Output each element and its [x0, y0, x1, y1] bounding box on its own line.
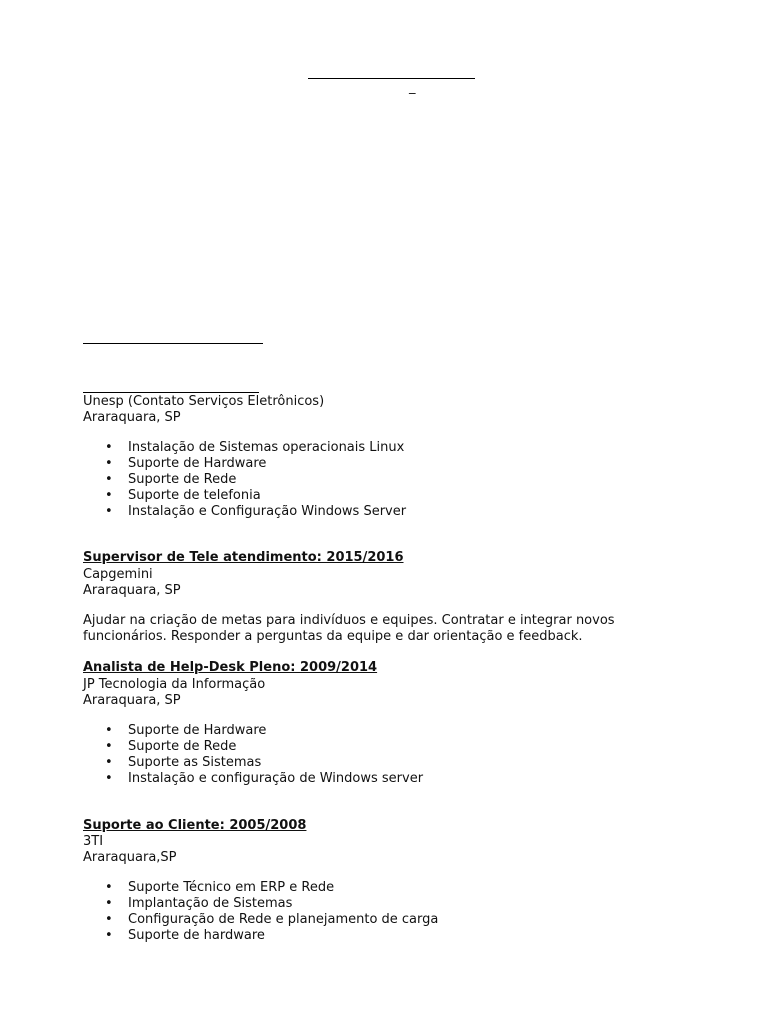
list-item: • Instalação e configuração de Windows server: [83, 771, 423, 787]
job-3-bullet-list: [83, 723, 423, 787]
job-3-company: JP Tecnologia da Informação: [83, 677, 266, 692]
job-4-location: Araraquara,SP: [83, 850, 177, 865]
list-item: • Implantação de Sistemas: [83, 896, 438, 912]
job-2-location: Araraquara, SP: [83, 583, 181, 598]
job-3-location: Araraquara, SP: [83, 693, 181, 708]
list-item: • Suporte de Rede: [83, 739, 423, 755]
job-1-company: Unesp (Contato Serviços Eletrônicos): [83, 394, 325, 409]
header-dash: _: [409, 80, 416, 95]
job-1-location: Araraquara, SP: [83, 410, 181, 425]
list-item: • Suporte Técnico em ERP e Rede: [83, 880, 438, 896]
list-item: • Instalação de Sistemas operacionais Linux: [83, 440, 406, 456]
list-item: • Suporte de telefonia: [83, 488, 406, 504]
job-1-bullet-list: [83, 440, 406, 520]
list-item: • Suporte de Hardware: [83, 456, 406, 472]
job-4-bullet-list: [83, 880, 438, 944]
list-item: • Suporte de hardware: [83, 928, 438, 944]
section-rule: [83, 343, 263, 344]
list-item: • Instalação e Configuração Windows Server: [83, 504, 406, 520]
job-4-company: 3TI: [83, 834, 104, 849]
list-item: • Configuração de Rede e planejamento de carga: [83, 912, 438, 928]
job-3-title: Analista de Help-Desk Pleno: 2009/2014: [83, 660, 378, 675]
job-2-title: Supervisor de Tele atendimento: 2015/2016: [83, 550, 404, 565]
job-2-company: Capgemini: [83, 567, 153, 582]
list-item: • Suporte as Sistemas: [83, 755, 423, 771]
header-rule: [308, 78, 475, 79]
list-item: • Suporte de Rede: [83, 472, 406, 488]
list-item: • Suporte de Hardware: [83, 723, 423, 739]
job-4-title: Suporte ao Cliente: 2005/2008: [83, 818, 307, 833]
job-title-rule: [83, 392, 259, 393]
job-2-description: Ajudar na criação de metas para indivíduos e equipes. Contratar e integrar novos funcionários. Responder a perguntas da equipe e dar orientação e feedback.: [83, 613, 615, 644]
